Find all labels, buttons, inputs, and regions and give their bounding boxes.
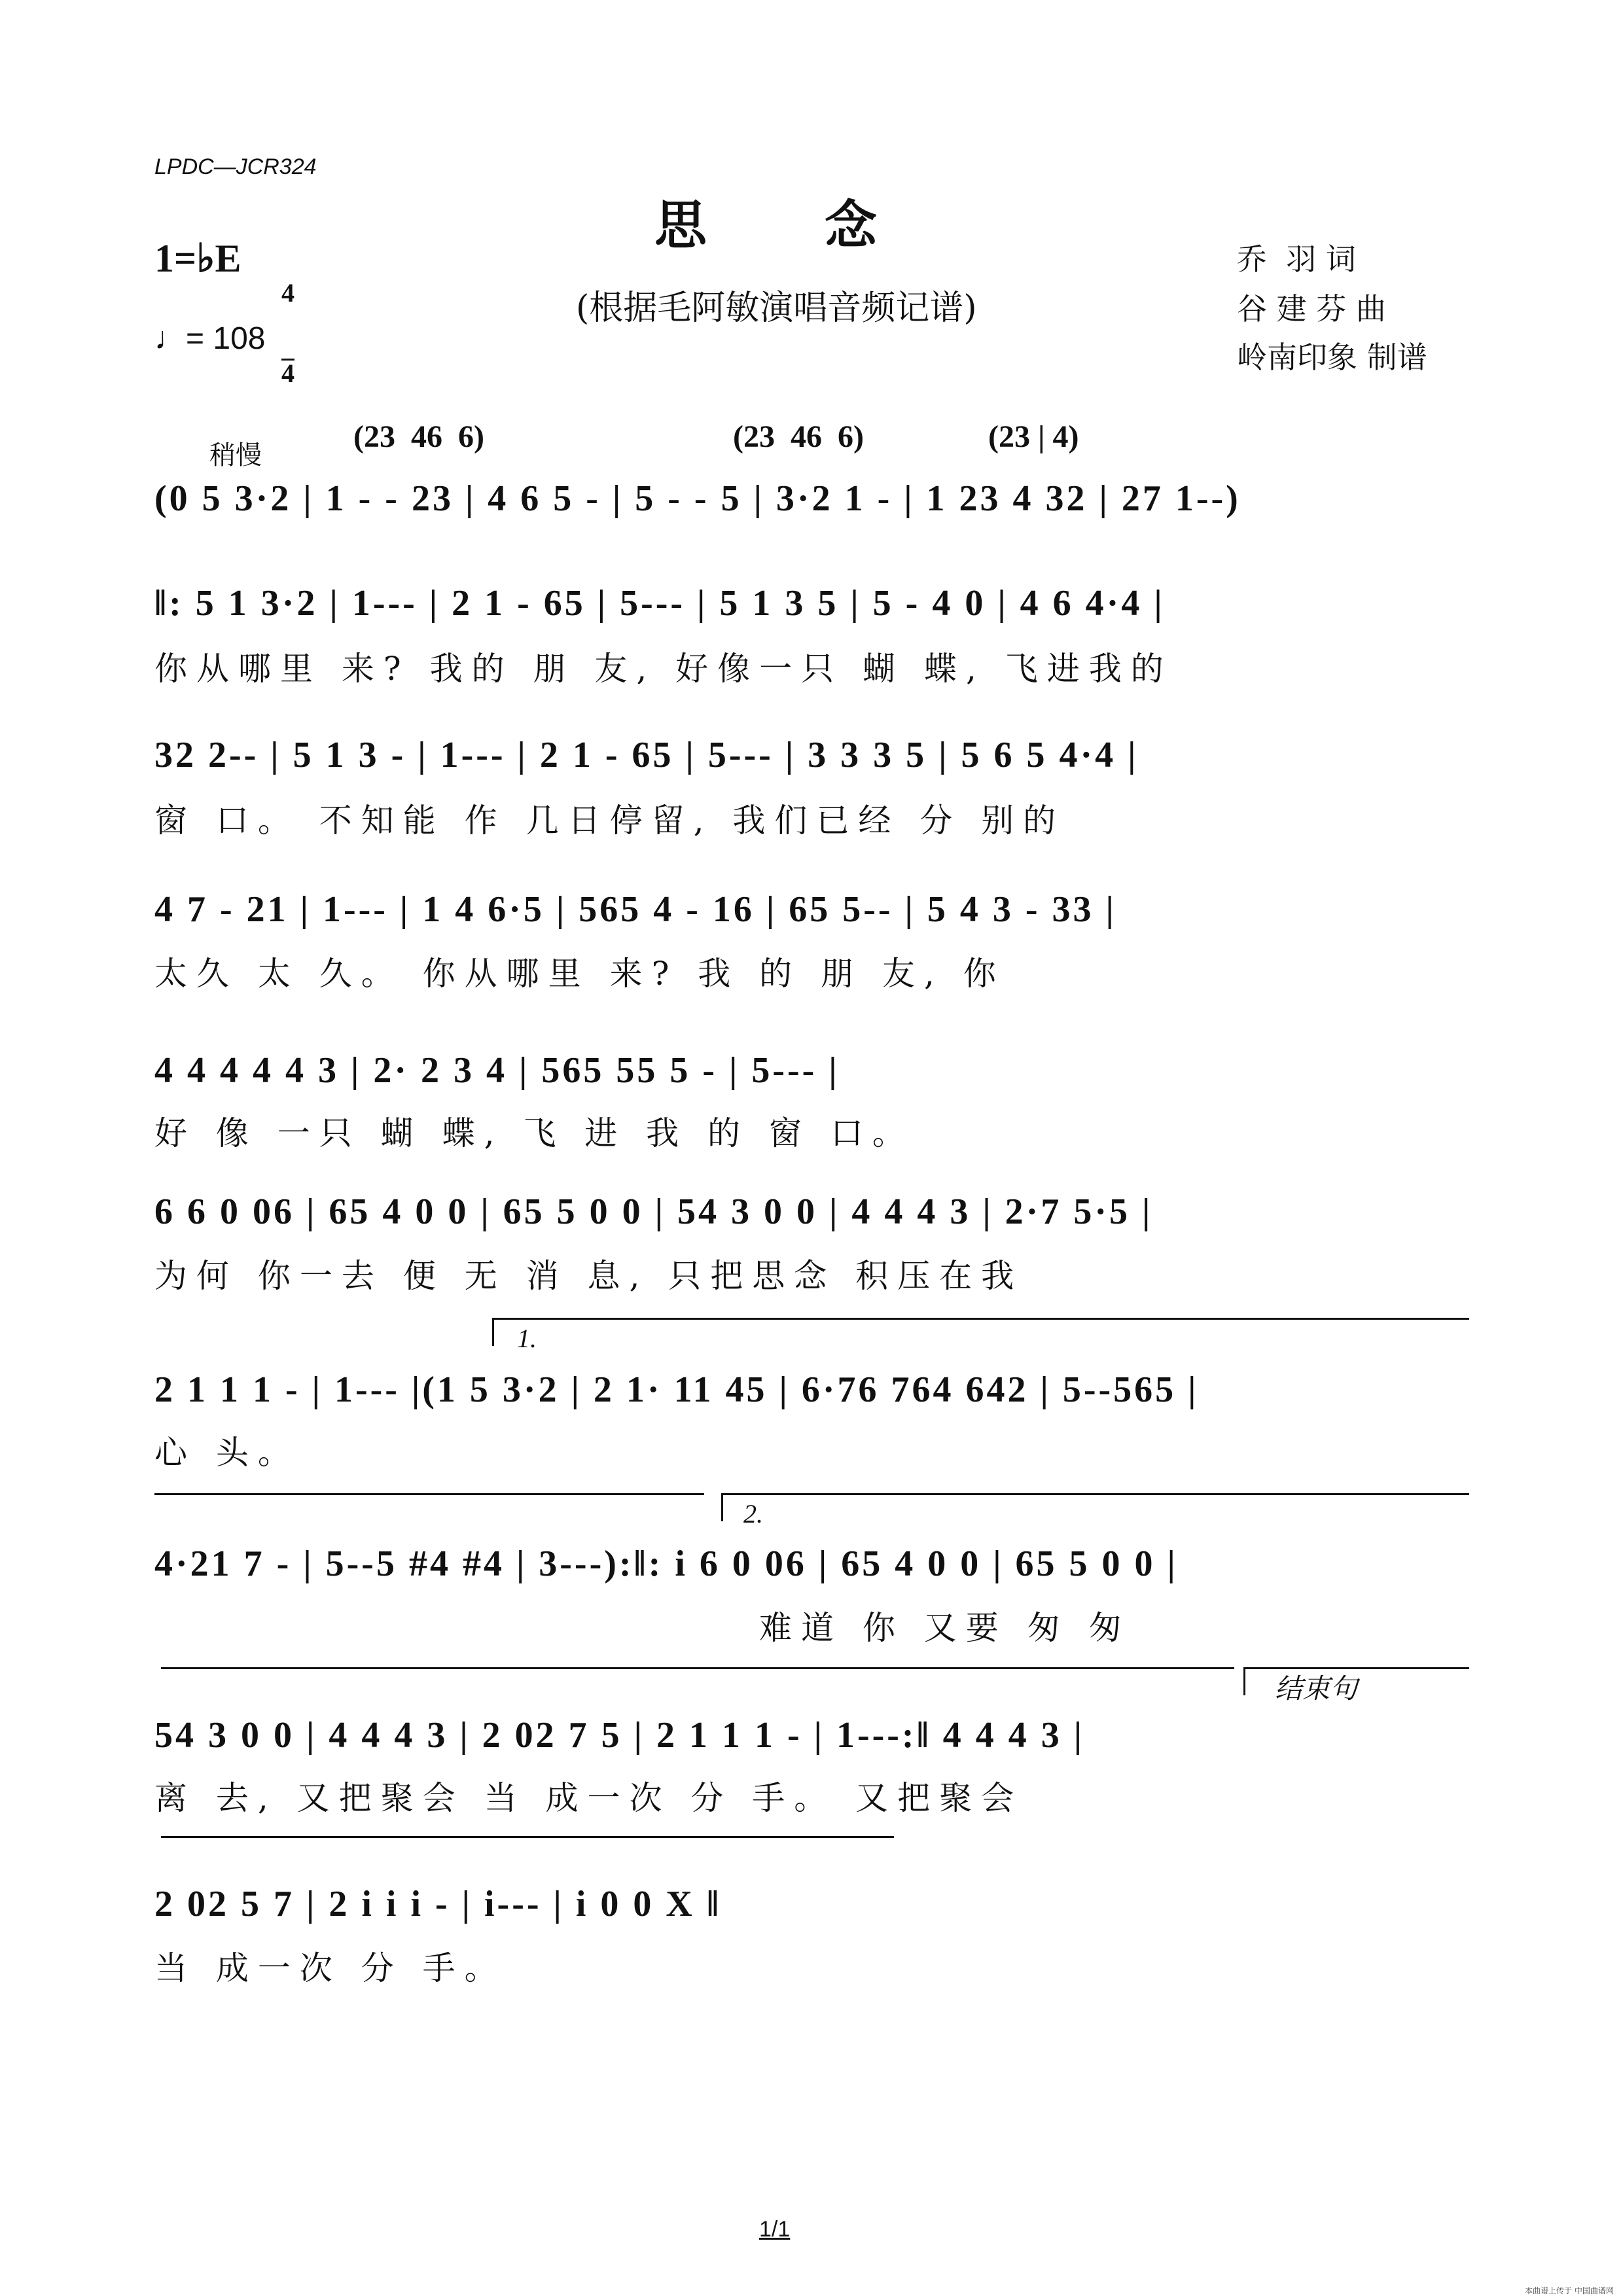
volta-1-continuation [154,1493,704,1495]
intro-hint: (23 46 6) [733,419,864,454]
coda-continuation [161,1836,894,1838]
lyric-line: 窗 口。 不知能 作 几日停留, 我们已经 分 别的 [154,802,1065,839]
time-signature-bottom: 4 [281,359,294,388]
arranger-credit: 岭南印象 制谱 [1237,340,1427,375]
lyric-line: 当 成一次 分 手。 [154,1949,507,1987]
intro-hint: (23 | 4) [988,419,1079,454]
notation-line: 2 1 1 1 - | 1--- |(1 5 3·2 | 2 1· 11 45 | 6·76 764 642 | 5--565 | [154,1369,1199,1410]
score-code: LPDC—JCR324 [154,154,317,179]
lyric-line: 你从哪里 来? 我的 朋 友, 好像一只 蝴 蝶, 飞进我的 [154,650,1173,688]
volta-1-bracket [492,1318,1469,1346]
key-signature: 1=♭E [154,237,241,280]
notation-line: ‖: 5 1 3·2 | 1--- | 2 1 - 65 | 5--- | 5 1 3 5 | 5 - 4 0 | 4 6 4·4 | [154,583,1165,624]
lyric-line: 太久 太 久。 你从哪里 来? 我 的 朋 友, 你 [154,955,1005,993]
intro-hint: (23 46 6) [353,419,484,454]
notation-line: 4 7 - 21 | 1--- | 1 4 6·5 | 565 4 - 16 | 65 5-- | 5 4 3 - 33 | [154,889,1116,930]
lyric-line: 为何 你一去 便 无 消 息, 只把思念 积压在我 [154,1257,1024,1295]
composer-credit: 谷 建 芬 曲 [1237,291,1386,327]
intro-notes: (0 5 3·2 | 1 - - 23 | 4 6 5 - | 5 - - 5 | 3·2 1 - | 1 23 4 32 | 27 1--) [154,478,1241,519]
tempo-marking: ♩= 108 [154,321,266,356]
notation-line: 2 02 5 7 | 2 i i i - | i--- | i 0 0 X ‖ [154,1884,721,1924]
notation-line: 54 3 0 0 | 4 4 4 3 | 2 02 7 5 | 2 1 1 1 - | 1---:‖ 4 4 4 3 | [154,1715,1085,1756]
volta-1-label: 1. [517,1324,537,1353]
time-signature [281,228,294,413]
volta-2-label: 2. [743,1499,763,1528]
time-signature-top: 4 [281,278,294,308]
notation-line: 6 6 0 06 | 65 4 0 0 | 65 5 0 0 | 54 3 0 0 | 4 4 4 3 | 2·7 5·5 | [154,1192,1153,1232]
lyric-line: 离 去, 又把聚会 当 成一次 分 手。 又把聚会 [154,1779,1024,1817]
watermark: 本曲谱上传于 中国曲谱网 [1525,2286,1614,2295]
lyric-line: 好 像 一只 蝴 蝶, 飞 进 我 的 窗 口。 [154,1114,914,1152]
score-title: 思念 [654,194,995,256]
lyric-line: 心 头。 [154,1434,300,1472]
notation-line: 4·21 7 - | 5--5 #4 #4 | 3---):‖: i 6 0 06 | 65 4 0 0 | 65 5 0 0 | [154,1544,1178,1584]
coda-label: 结束句 [1275,1672,1358,1704]
notation-line: 4 4 4 4 4 3 | 2· 2 3 4 | 565 55 5 - | 5--- | [154,1050,840,1091]
notation-line: 32 2-- | 5 1 3 - | 1--- | 2 1 - 65 | 5--- | 3 3 3 5 | 5 6 5 4·4 | [154,735,1139,775]
lyric-line: 难道 你 又要 匆 匆 [759,1609,1131,1647]
page-number: 1/1 [759,2217,791,2242]
score-subtitle: (根据毛阿敏演唱音频记谱) [576,289,977,328]
volta-2-bracket [721,1493,1469,1521]
volta-2-continuation [161,1667,1234,1669]
lyricist-credit: 乔 羽 词 [1237,241,1356,277]
intro-tempo-mark: 稍慢 [209,440,262,470]
